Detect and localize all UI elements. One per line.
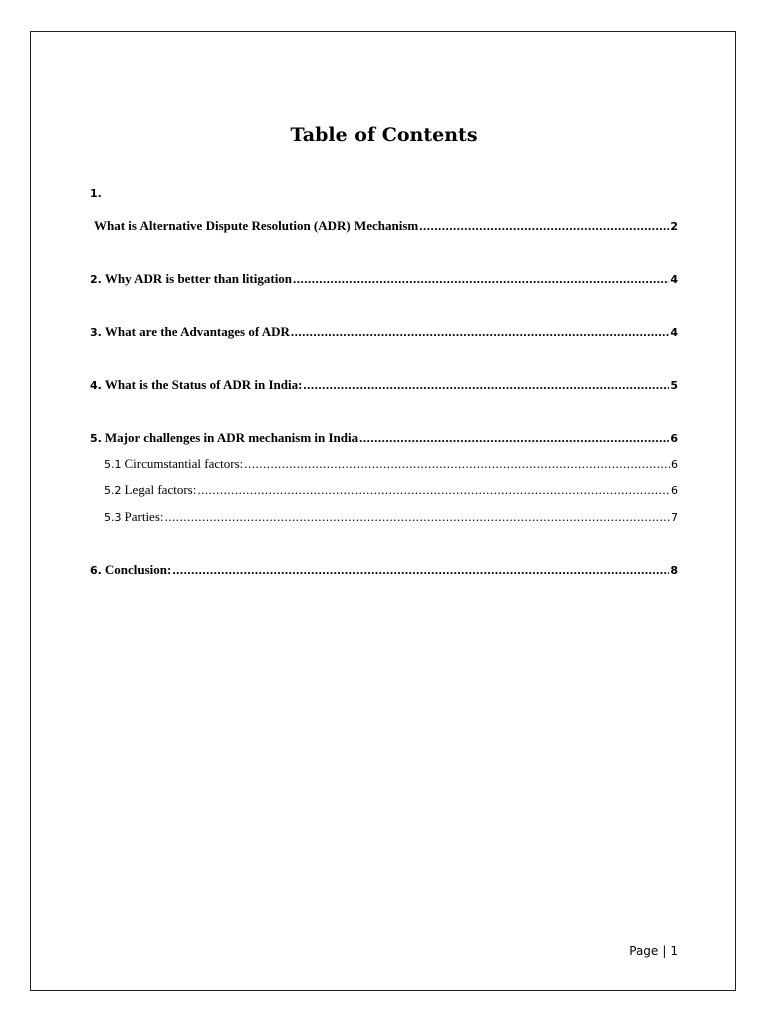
toc-entry-number: 6. <box>90 564 102 577</box>
toc-entry-label: Why ADR is better than litigation <box>104 271 293 286</box>
toc-entry-number: 4. <box>90 379 102 392</box>
toc-entry-label: Conclusion: <box>104 562 172 577</box>
toc-entry-5-3[interactable] <box>104 509 678 526</box>
page-footer <box>629 944 678 958</box>
toc-entry-number: 5.3 <box>104 511 122 524</box>
toc-entry-page: 5 <box>670 379 678 392</box>
dot-leader <box>291 324 669 340</box>
dot-leader <box>197 482 670 498</box>
page-title: Table of Contents <box>290 124 478 146</box>
toc-entry-4[interactable] <box>90 377 678 394</box>
toc-entry-label: Legal factors: <box>124 482 197 497</box>
toc-entry-label: What is the Status of ADR in India: <box>104 377 303 392</box>
toc-entry-5-2[interactable] <box>104 482 678 499</box>
dot-leader <box>359 430 669 446</box>
toc-entry-label: What are the Advantages of ADR <box>104 324 290 339</box>
dot-leader <box>293 271 669 287</box>
toc-entry-page: 2 <box>670 220 678 233</box>
footer-page-label: Page <box>629 944 659 958</box>
toc-entry-page: 7 <box>671 511 678 524</box>
toc-entry-number: 2. <box>90 273 102 286</box>
toc-entry-page: 6 <box>671 458 678 471</box>
dot-leader <box>165 509 671 525</box>
toc-entry-number: 5.2 <box>104 484 122 497</box>
toc-entry-number: 5. <box>90 432 102 445</box>
dot-leader <box>419 218 669 234</box>
toc-entry-page: 8 <box>670 564 678 577</box>
toc-entry-page: 6 <box>670 432 678 445</box>
toc-entry-page: 6 <box>671 484 678 497</box>
toc-entry-label: Parties: <box>124 509 164 524</box>
toc-entry-2[interactable] <box>90 271 678 288</box>
toc-entry-label: Major challenges in ADR mechanism in India <box>104 430 359 445</box>
toc-entry-number: 3. <box>90 326 102 339</box>
toc-entry-page: 4 <box>670 273 678 286</box>
toc-entry-1[interactable] <box>94 218 678 235</box>
toc-entry-3[interactable] <box>90 324 678 341</box>
toc-entry-5[interactable] <box>90 430 678 447</box>
dot-leader <box>172 562 669 578</box>
footer-page-number: 1 <box>670 944 678 958</box>
toc-entry-5-1[interactable] <box>104 456 678 473</box>
toc-entry-label: Circumstantial factors: <box>124 456 244 471</box>
toc-entry-page: 4 <box>670 326 678 339</box>
footer-separator: | <box>662 944 667 958</box>
dot-leader <box>303 377 669 393</box>
toc-entry-label: What is Alternative Dispute Resolution (ADR) Mechanism <box>94 218 419 233</box>
toc-entry-1-number: 1. <box>90 187 102 200</box>
toc-entry-number: 5.1 <box>104 458 122 471</box>
toc-entry-6[interactable] <box>90 562 678 579</box>
dot-leader <box>244 456 670 472</box>
